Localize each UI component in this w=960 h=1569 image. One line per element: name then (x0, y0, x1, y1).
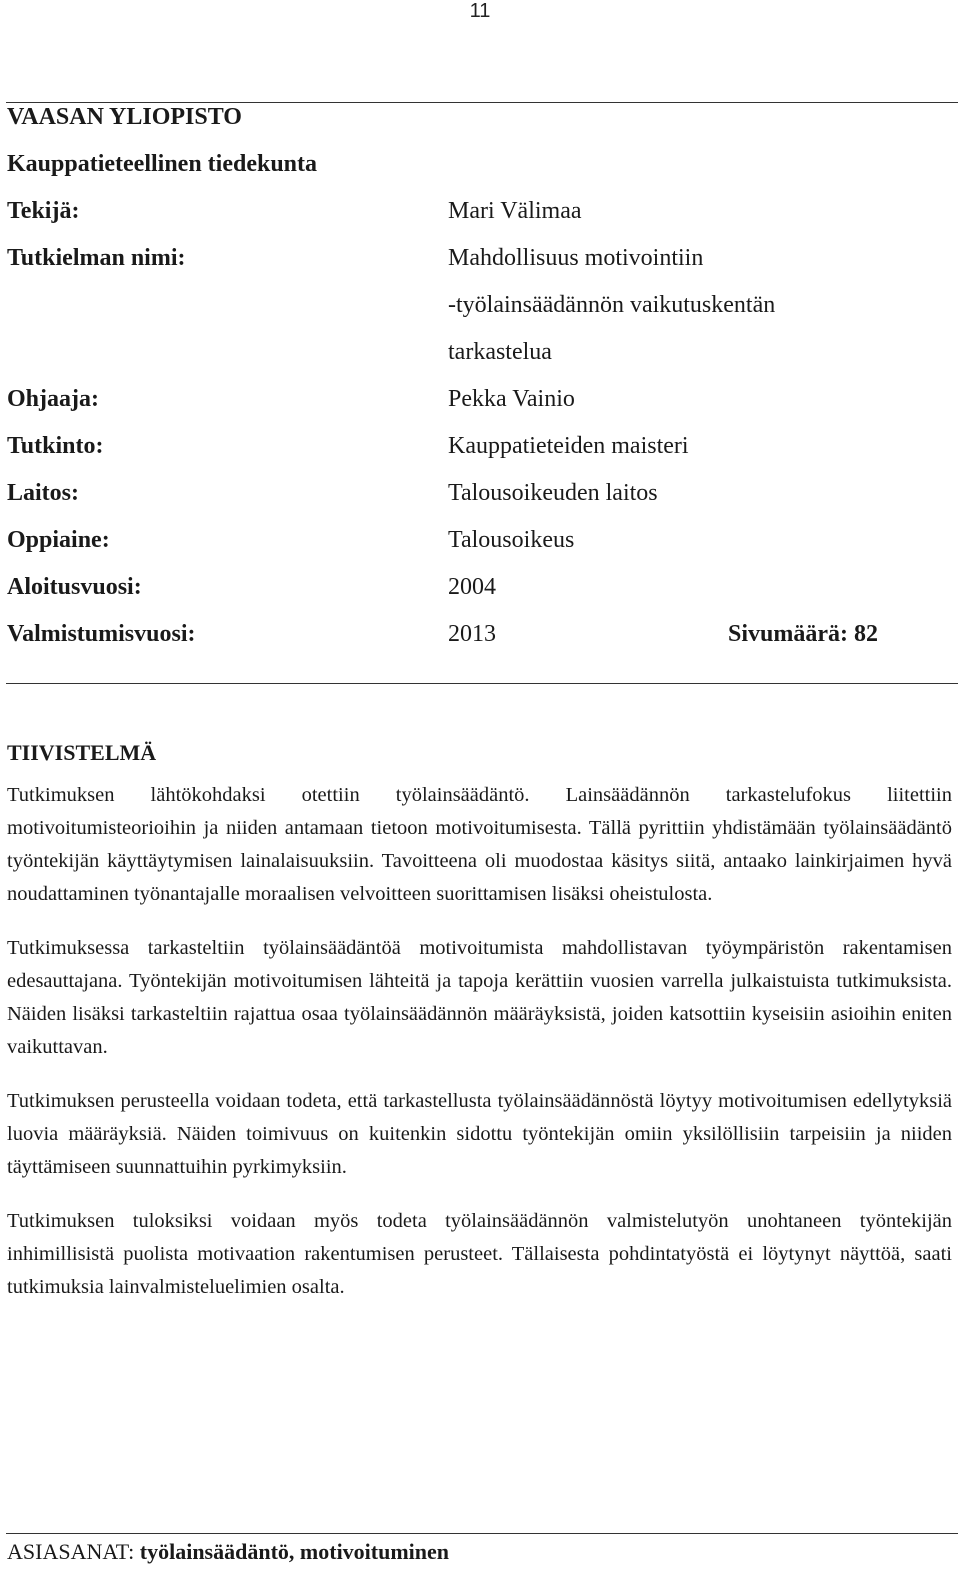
department-row (7, 470, 952, 517)
start-year-label: Aloitusvuosi: (7, 574, 142, 600)
author-value: Mari Välimaa (448, 198, 582, 224)
supervisor-label: Ohjaaja: (7, 386, 99, 412)
subject-row (7, 517, 952, 564)
page-count: Sivumäärä: 82 (728, 621, 878, 647)
keywords-label: ASIASANAT: (7, 1539, 135, 1564)
graduation-year-value: 2013 (448, 621, 496, 647)
supervisor-row (7, 376, 952, 423)
start-year-value: 2004 (448, 574, 496, 600)
university-name: VAASAN YLIOPISTO (7, 104, 242, 130)
university-row (7, 94, 952, 141)
graduation-year-label: Valmistumisvuosi: (7, 621, 196, 647)
abstract-paragraph: Tutkimuksen tuloksiksi voidaan myös todeta työlainsäädännön valmistelutyön unohtaneen työntekijän inhimillisistä puolista motivaation rakentumisen perusteet. Tällaisesta pohdintatyöstä ei löytynyt näyttöä, saati tutkimuksia lainvalmisteluelimien osalta. (7, 1210, 952, 1298)
thesis-title-row (7, 235, 952, 282)
thesis-info (7, 94, 952, 658)
keywords (7, 1535, 449, 1569)
abstract-section (7, 735, 952, 1325)
abstract-heading: TIIVISTELMÄ (7, 740, 157, 765)
start-year-row (7, 564, 952, 611)
abstract-paragraph: Tutkimuksen lähtökohdaksi otettiin työlainsäädäntö. Lainsäädännön tarkastelufokus liitettiin motivoitumisteorioihin ja niiden antamaan tietoon motivoitumisesta. Tällä pyrittiin yhdistämään työlainsäädäntö työntekijän käyttäytymisen lainalaisuuksiin. Tavoitteena oli muodostaa käsitys siitä, antaako lainkirjaimen hyvä noudattaminen työnantajalle moraalisen velvoitteen suorittamisen lisäksi oheistulosta. (7, 784, 952, 905)
faculty-row (7, 141, 952, 188)
thesis-title-row-continued (7, 282, 952, 329)
degree-row (7, 423, 952, 470)
thesis-title-line: tarkastelua (448, 339, 552, 365)
thesis-title-line: Mahdollisuus motivointiin (448, 245, 704, 271)
department-label: Laitos: (7, 480, 79, 506)
page-number: 11 (469, 0, 491, 22)
faculty-name: Kauppatieteellinen tiedekunta (7, 151, 318, 177)
author-row (7, 188, 952, 235)
author-label: Tekijä: (7, 198, 80, 224)
abstract-paragraph: Tutkimuksessa tarkasteltiin työlainsäädäntöä motivoitumista mahdollistavan työympäristön rakentamisen edesauttajana. Työntekijän motivoitumisen lähteitä ja tapoja kerättiin vuosien varrella julkaistuista tutkimuksista. Näiden lisäksi tarkasteltiin rajattua osaa työlainsäädännön määräyksistä, joiden katsottiin kyseisiin asioihin eniten vaikuttavan. (7, 937, 952, 1058)
subject-value: Talousoikeus (448, 527, 575, 553)
graduation-year-row (7, 611, 952, 658)
thesis-title-row-continued (7, 329, 952, 376)
abstract-paragraph: Tutkimuksen perusteella voidaan todeta, että tarkastellusta työlainsäädännöstä löytyy motivoitumisen edellytyksiä luovia määräyksiä. Näiden toimivuus on kuitenkin sidottu työntekijän omiin yksilöllisiin tarpeisiin ja niiden täyttämiseen suunnattuihin pyrkimyksiin. (7, 1090, 952, 1178)
thesis-title-line: -työlainsäädännön vaikutuskentän (448, 292, 776, 318)
middle-divider (6, 683, 958, 684)
bottom-divider (6, 1533, 958, 1534)
keywords-values: työlainsäädäntö, motivoituminen (139, 1539, 450, 1564)
department-value: Talousoikeuden laitos (448, 480, 658, 506)
degree-label: Tutkinto: (7, 433, 104, 459)
subject-label: Oppiaine: (7, 527, 110, 553)
thesis-title-label: Tutkielman nimi: (7, 245, 186, 271)
supervisor-value: Pekka Vainio (448, 386, 575, 412)
degree-value: Kauppatieteiden maisteri (448, 433, 689, 459)
